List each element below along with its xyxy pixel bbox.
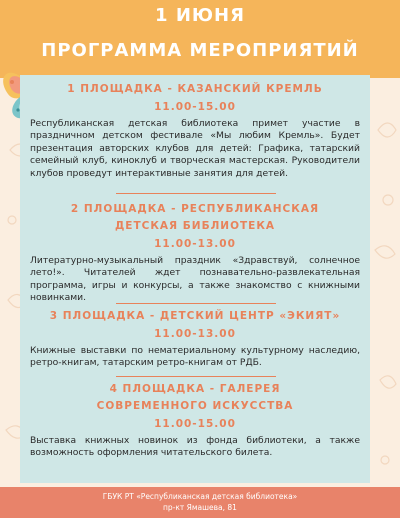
page-title: ПРОГРАММА МЕРОПРИЯТИЙ (41, 40, 359, 61)
venue-title: 1 ПЛОЩАДКА - КАЗАНСКИЙ КРЕМЛЬ (67, 83, 323, 95)
footer-address: пр-кт Ямашева, 81 (163, 503, 237, 512)
venue-time: 11.00-13.00 (154, 238, 236, 250)
venue-title: 4 ПЛОЩАДКА - ГАЛЕРЕЯ (109, 383, 281, 395)
venue-description: Книжные выставки по нематериальному культурному наследию, ретро-книгам, татарским ретро-книгам от РДБ. (30, 345, 360, 369)
venue-section-3 (20, 308, 370, 370)
section-divider (116, 303, 276, 304)
section-divider (116, 193, 276, 194)
event-date: 1 ИЮНЯ (155, 5, 245, 26)
section-divider (116, 376, 276, 377)
venue-time: 11.00-15.00 (154, 418, 236, 430)
venue-title: 3 ПЛОЩАДКА - ДЕТСКИЙ ЦЕНТР «ЭКИЯТ» (49, 310, 341, 322)
venue-title: СОВРЕМЕННОГО ИСКУССТВА (96, 400, 294, 412)
venue-description: Республиканская детская библиотека примет участие в праздничном детском фестивале «Мы любим Кремль». Будет презентация авторских клубов для детей: Графика, татарский семейный клуб, киноклуб и творческая мастерская. Руководители клубов проведут интерактивные занятия для детей. (30, 118, 360, 179)
venue-description: Выставка книжных новинок из фонда библиотеки, а также возможность оформления читательского билета. (30, 435, 360, 459)
footer (0, 487, 400, 518)
venue-section-2 (20, 201, 370, 305)
venue-section-1 (20, 81, 370, 180)
footer-organization: ГБУК РТ «Республиканская детская библиотека» (102, 492, 298, 501)
program-panel (20, 75, 370, 483)
venue-time: 11.00-15.00 (154, 101, 236, 113)
venue-section-4 (20, 381, 370, 460)
venue-time: 11.00-13.00 (154, 328, 236, 340)
venue-title: ДЕТСКАЯ БИБЛИОТЕКА (114, 220, 276, 232)
venue-description: Литературно-музыкальный праздник «Здравствуй, солнечное лето!». Читателей ждет познавательно-развлекательная программа, игры и конкурсы, а также знакомство с книжными новинками. (30, 255, 360, 304)
venue-title: 2 ПЛОЩАДКА - РЕСПУБЛИКАНСКАЯ (70, 203, 320, 215)
